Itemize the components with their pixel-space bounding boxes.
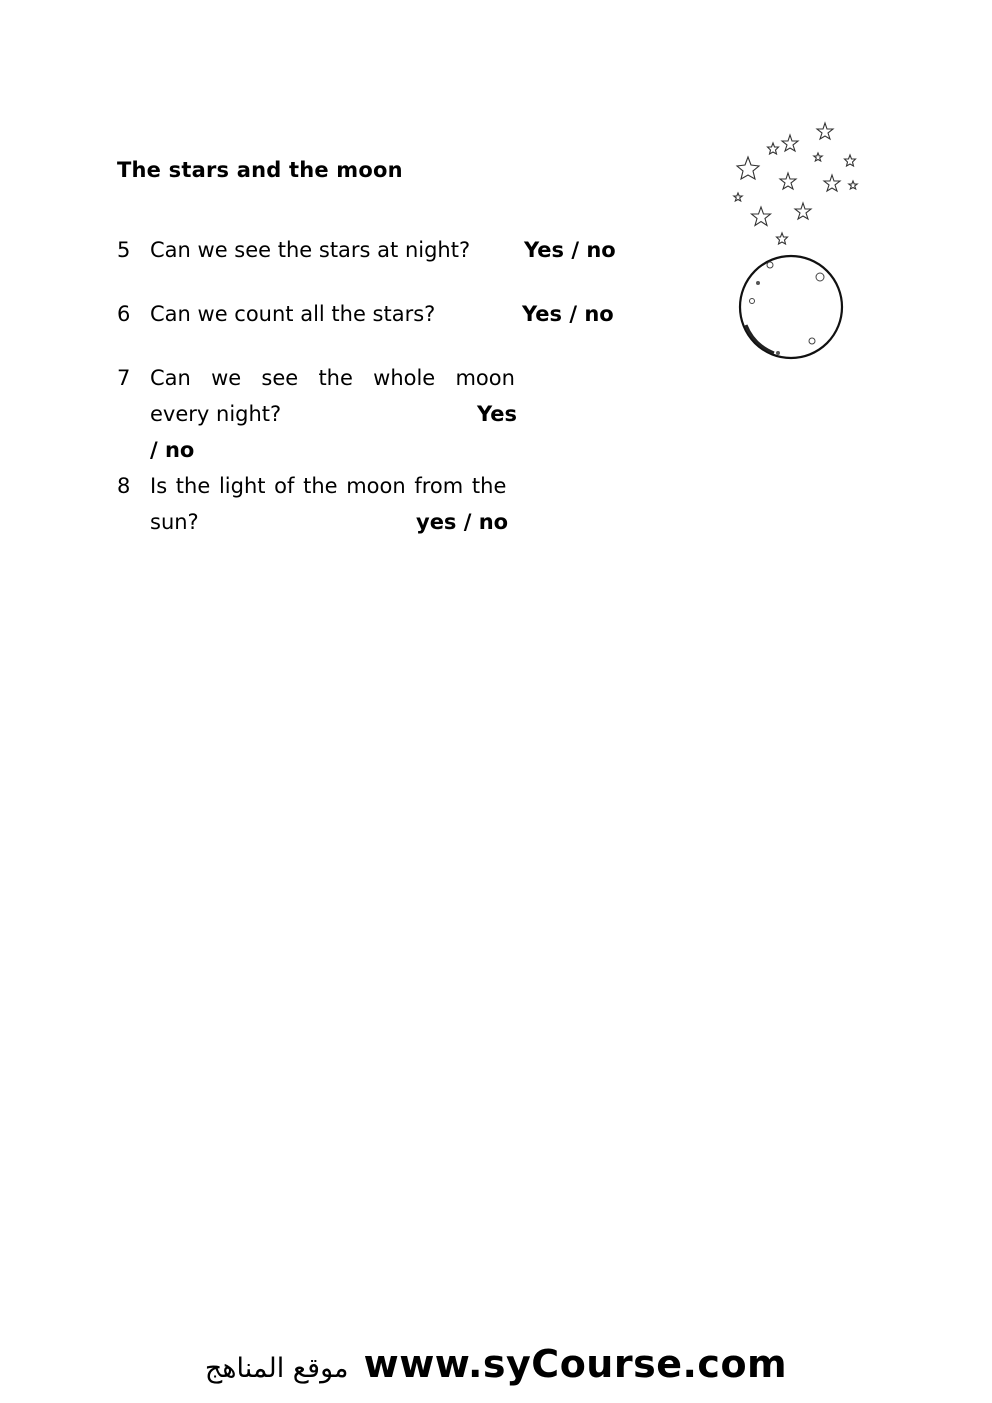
word: the	[318, 366, 353, 390]
word: we	[211, 366, 242, 390]
question-number: 8	[117, 474, 131, 498]
answer-choice-no: / no	[150, 438, 195, 462]
answer-choice-yes: Yes	[477, 402, 518, 426]
question-number: 5	[117, 238, 131, 262]
stars-icon	[734, 123, 857, 244]
moon-icon	[740, 256, 842, 358]
page-title: The stars and the moon	[117, 158, 403, 182]
question-text: Is the light of the moon from the	[150, 474, 507, 498]
question-number: 6	[117, 302, 131, 326]
word: moon	[455, 366, 515, 390]
question-text-line2: every night?	[150, 402, 282, 426]
footer-url[interactable]: www.syCourse.com	[363, 1342, 788, 1386]
question-text-line2: sun?	[150, 510, 199, 534]
question-text: Can we see the stars at night?	[150, 238, 471, 262]
question-7	[0, 360, 992, 470]
answer-choice: Yes / no	[524, 238, 616, 262]
word: Can	[150, 366, 191, 390]
word: whole	[373, 366, 436, 390]
word: see	[261, 366, 299, 390]
footer-arabic-text: موقع المناهج	[204, 1353, 349, 1384]
answer-choice: Yes / no	[522, 302, 614, 326]
question-text: Can we count all the stars?	[150, 302, 436, 326]
answer-choice: yes / no	[416, 510, 509, 534]
question-8	[0, 468, 992, 540]
question-number: 7	[117, 366, 131, 390]
question-text	[150, 360, 515, 396]
stars-and-moon-illustration	[728, 115, 868, 365]
footer-watermark	[0, 1342, 992, 1386]
